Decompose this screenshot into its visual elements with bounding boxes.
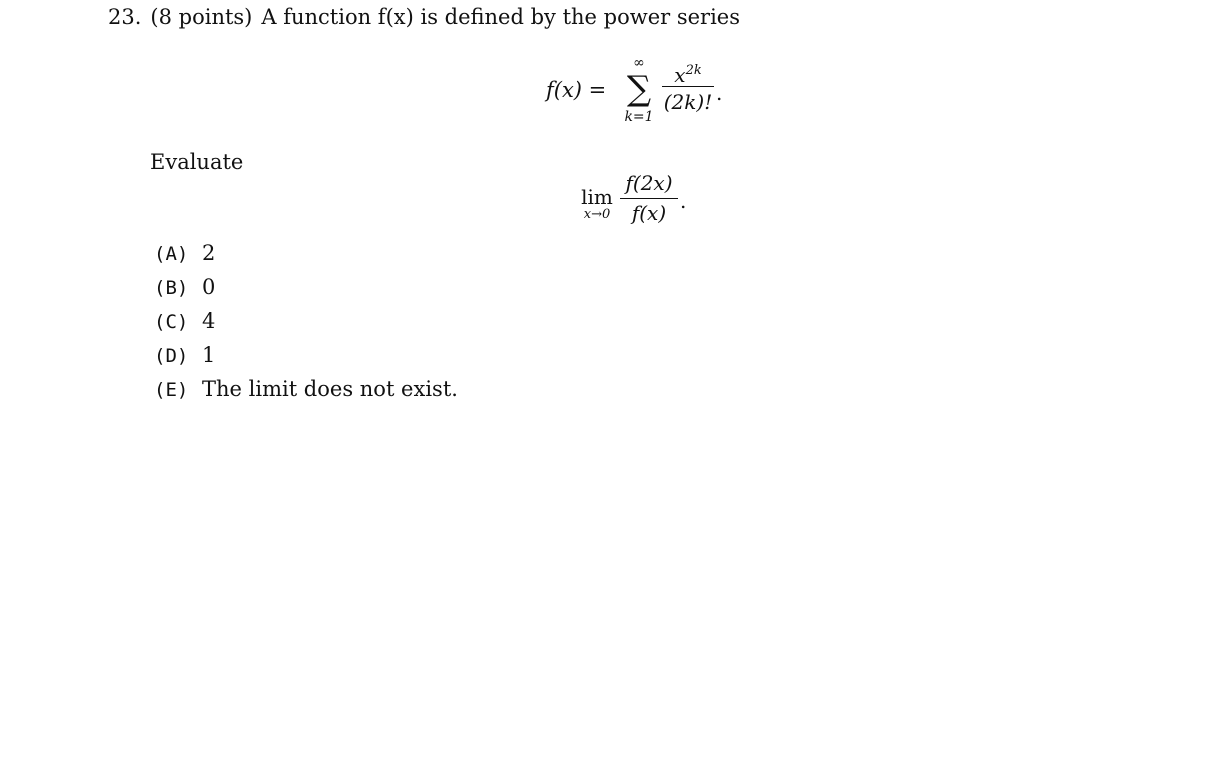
term-numerator	[662, 58, 714, 87]
choice-label: (C)	[154, 311, 189, 333]
choice-text: 2	[202, 241, 216, 265]
choice-label: (B)	[154, 277, 189, 299]
power-series-formula	[546, 56, 746, 132]
question-header	[108, 5, 740, 29]
choice-text: 0	[202, 275, 216, 299]
choice-e[interactable]	[154, 376, 458, 410]
series-term-fraction	[662, 58, 714, 115]
choice-label: (A)	[154, 243, 189, 265]
sum-lower-limit: k=1	[624, 109, 654, 125]
sum-sign: ∑	[626, 69, 652, 109]
sum-upper-limit: ∞	[633, 55, 645, 71]
formula-1-period: .	[716, 81, 723, 105]
limit-numerator: f(2x)	[625, 171, 673, 195]
choice-label: (E)	[154, 379, 189, 401]
question-points: (8 points)	[150, 5, 253, 29]
question-text: A function f(x) is defined by the power series	[261, 5, 741, 29]
term-numerator-base: x	[674, 63, 686, 87]
choice-text: 1	[202, 343, 216, 367]
answer-choices	[154, 240, 458, 410]
term-numerator-exponent: 2k	[685, 63, 702, 78]
lim-subscript: x→0	[583, 207, 611, 222]
choice-d[interactable]	[154, 342, 458, 376]
question-number: 23.	[108, 5, 142, 29]
limit-operator	[578, 186, 616, 222]
limit-formula	[578, 170, 698, 232]
formula-lhs: f(x) =	[546, 78, 607, 102]
fraction-bar	[662, 86, 714, 87]
choice-a[interactable]	[154, 240, 458, 274]
term-denominator: (2k)!	[663, 90, 713, 114]
formula-2-period: .	[680, 189, 687, 213]
choice-c[interactable]	[154, 308, 458, 342]
choice-b[interactable]	[154, 274, 458, 308]
summation	[622, 56, 656, 124]
choice-text: 4	[202, 309, 216, 333]
choice-label: (D)	[154, 345, 189, 367]
evaluate-label: Evaluate	[150, 150, 244, 174]
choice-text: The limit does not exist.	[202, 377, 458, 401]
fraction-bar	[620, 198, 678, 199]
lim-word: lim	[581, 185, 613, 209]
limit-denominator: f(x)	[631, 201, 667, 225]
limit-fraction	[620, 170, 678, 226]
